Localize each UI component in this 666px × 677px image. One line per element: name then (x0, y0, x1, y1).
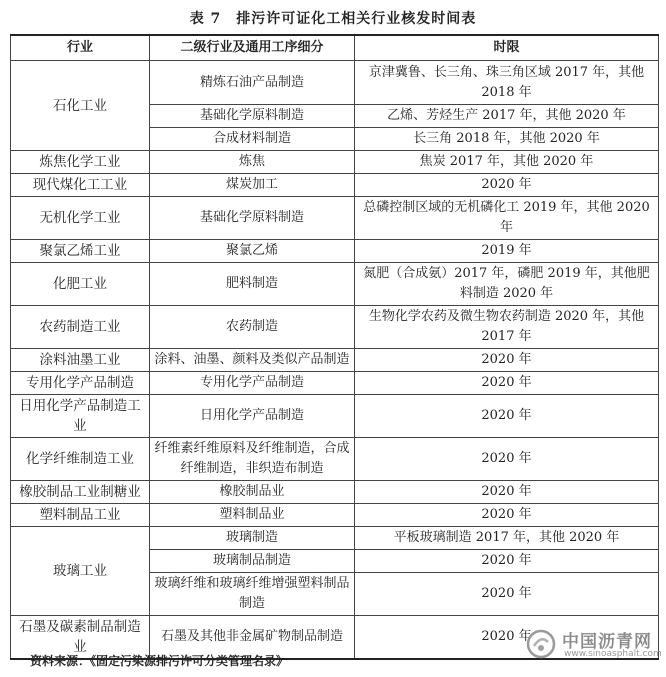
deadline-cell: 2020 年 (355, 438, 659, 481)
industry-cell: 涂料油墨工业 (11, 349, 150, 372)
deadline-cell: 2020 年 (355, 550, 659, 573)
deadline-cell: 2020 年 (355, 504, 659, 527)
table-header-row (11, 35, 659, 61)
table-row (11, 240, 659, 263)
industry-cell: 化肥工业 (11, 263, 150, 306)
sub-industry-cell: 石墨及其他非金属矿物制品制造 (150, 616, 355, 660)
sub-industry-cell: 塑料制品业 (150, 504, 355, 527)
deadline-cell: 2020 年 (355, 395, 659, 438)
sub-industry-cell: 农药制造 (150, 306, 355, 349)
sub-industry-cell: 基础化学原料制造 (150, 105, 355, 128)
deadline-cell: 氮肥（合成氨）2017 年，磷肥 2019 年，其他肥料制造 2020 年 (355, 263, 659, 306)
table-row (11, 504, 659, 527)
table-row (11, 372, 659, 395)
table-row (11, 527, 659, 550)
industry-cell: 现代煤化工工业 (11, 174, 150, 197)
header-deadline: 时限 (355, 35, 659, 61)
table-row (11, 349, 659, 372)
sub-industry-cell: 玻璃纤维和玻璃纤维增强塑料制品制造 (150, 573, 355, 616)
deadline-cell: 2020 年 (355, 481, 659, 504)
deadline-cell: 2020 年 (355, 616, 659, 660)
permit-schedule-table (10, 34, 659, 660)
deadline-cell: 2020 年 (355, 349, 659, 372)
deadline-cell: 平板玻璃制造 2017 年，其他 2020 年 (355, 527, 659, 550)
industry-cell: 橡胶制品工业制糖业 (11, 481, 150, 504)
industry-cell: 无机化学工业 (11, 197, 150, 240)
deadline-cell: 乙烯、芳烃生产 2017 年，其他 2020 年 (355, 105, 659, 128)
table-row (11, 306, 659, 349)
sinoasphalt-logo-icon (526, 629, 556, 659)
table-row (11, 263, 659, 306)
header-industry: 行业 (11, 35, 150, 61)
sub-industry-cell: 日用化学产品制造 (150, 395, 355, 438)
sub-industry-cell: 聚氯乙烯 (150, 240, 355, 263)
deadline-cell: 2019 年 (355, 240, 659, 263)
table-title: 表 7 排污许可证化工相关行业核发时间表 (189, 11, 477, 27)
sub-industry-cell: 橡胶制品业 (150, 481, 355, 504)
deadline-cell: 2020 年 (355, 573, 659, 616)
industry-cell: 专用化学产品制造 (11, 372, 150, 395)
deadline-cell: 长三角 2018 年，其他 2020 年 (355, 128, 659, 151)
watermark (526, 625, 662, 665)
industry-cell: 石化工业 (11, 61, 150, 151)
industry-cell: 聚氯乙烯工业 (11, 240, 150, 263)
table-row (11, 395, 659, 438)
sub-industry-cell: 专用化学产品制造 (150, 372, 355, 395)
table-row (11, 151, 659, 174)
source-note: 资料来源：《固定污染源排污许可分类管理名录》 (30, 654, 289, 668)
sub-industry-cell: 纤维素纤维原料及纤维制造，合成纤维制造，非织造布制造 (150, 438, 355, 481)
industry-cell: 炼焦化学工业 (11, 151, 150, 174)
sub-industry-cell: 涂料、油墨、颜料及类似产品制造 (150, 349, 355, 372)
sub-industry-cell: 玻璃制品制造 (150, 550, 355, 573)
sub-industry-cell: 基础化学原料制造 (150, 197, 355, 240)
sub-industry-cell: 合成材料制造 (150, 128, 355, 151)
industry-cell: 玻璃工业 (11, 527, 150, 616)
header-sub-industry: 二级行业及通用工序细分 (150, 35, 355, 61)
sub-industry-cell: 玻璃制造 (150, 527, 355, 550)
sub-industry-cell: 炼焦 (150, 151, 355, 174)
sub-industry-cell: 肥料制造 (150, 263, 355, 306)
table-row (11, 438, 659, 481)
industry-cell: 农药制造工业 (11, 306, 150, 349)
deadline-cell: 京津冀鲁、长三角、珠三角区域 2017 年，其他 2018 年 (355, 61, 659, 105)
industry-cell: 塑料制品工业 (11, 504, 150, 527)
deadline-cell: 2020 年 (355, 174, 659, 197)
deadline-cell: 焦炭 2017 年，其他 2020 年 (355, 151, 659, 174)
table-row (11, 174, 659, 197)
industry-cell: 化学纤维制造工业 (11, 438, 150, 481)
watermark-name: 中国沥青网 (562, 632, 652, 652)
deadline-cell: 生物化学农药及微生物农药制造 2020 年，其他 2017 年 (355, 306, 659, 349)
table-row (11, 481, 659, 504)
table-row (11, 197, 659, 240)
sub-industry-cell: 煤炭加工 (150, 174, 355, 197)
deadline-cell: 2020 年 (355, 372, 659, 395)
table-row (11, 61, 659, 105)
sub-industry-cell: 精炼石油产品制造 (150, 61, 355, 105)
watermark-url: www.sinoasphalt.com (564, 649, 662, 659)
industry-cell: 日用化学产品制造工业 (11, 395, 150, 438)
deadline-cell: 总磷控制区域的无机磷化工 2019 年，其他 2020 年 (355, 197, 659, 240)
industry-cell: 石墨及碳素制品制造业 (11, 616, 150, 660)
